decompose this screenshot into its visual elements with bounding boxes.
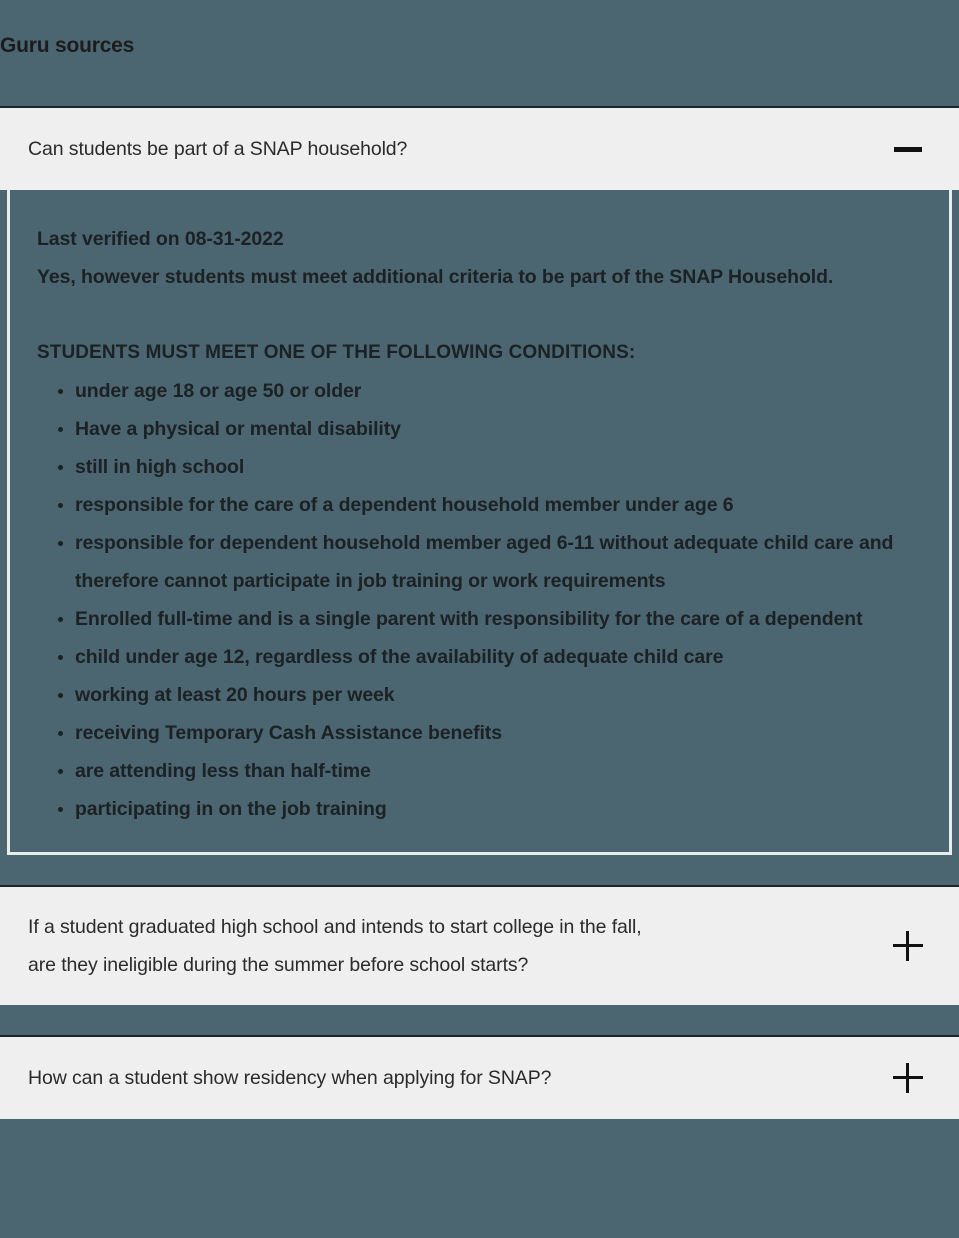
page-title: Guru sources — [0, 34, 135, 57]
minus-icon[interactable] — [891, 132, 925, 166]
list-item: responsible for the care of a dependent household member under age 6 — [37, 486, 919, 524]
question-line-2: are they ineligible during the summer before school starts? — [28, 954, 529, 976]
faq-accordion — [0, 106, 959, 1119]
list-item: receiving Temporary Cash Assistance benefits — [37, 714, 919, 752]
conditions-heading: STUDENTS MUST MEET ONE OF THE FOLLOWING CONDITIONS: — [37, 342, 636, 363]
plus-icon[interactable] — [891, 1061, 925, 1095]
list-item: working at least 20 hours per week — [37, 676, 919, 714]
accordion-header-show-residency[interactable] — [0, 1035, 959, 1119]
accordion-question-graduated-summer-eligibility — [28, 908, 642, 984]
accordion-header-snap-household[interactable] — [0, 106, 959, 190]
accordion-item-graduated-summer-eligibility — [0, 885, 959, 1005]
panel-body-text — [37, 220, 919, 372]
list-item: still in high school — [37, 448, 919, 486]
accordion-header-graduated-summer-eligibility[interactable] — [0, 885, 959, 1005]
question-line-1: If a student graduated high school and intends to start college in the fall, — [28, 916, 642, 938]
last-verified-text: Last verified on 08-31-2022 — [37, 228, 284, 250]
conditions-list — [37, 372, 919, 828]
list-item: child under age 12, regardless of the availability of adequate child care — [37, 638, 919, 676]
panel-intro-text: Yes, however students must meet additional criteria to be part of the SNAP Household. — [37, 266, 834, 288]
accordion-item-snap-household — [0, 106, 959, 855]
list-item: are attending less than half-time — [37, 752, 919, 790]
accordion-question-show-residency: How can a student show residency when applying for SNAP? — [28, 1067, 552, 1089]
accordion-panel-snap-household — [7, 190, 952, 855]
list-item: Enrolled full-time and is a single parent with responsibility for the care of a dependent — [37, 600, 919, 638]
plus-icon[interactable] — [891, 929, 925, 963]
list-item: participating in on the job training — [37, 790, 919, 828]
accordion-item-show-residency — [0, 1035, 959, 1119]
list-item: under age 18 or age 50 or older — [37, 372, 919, 410]
accordion-gap — [0, 855, 959, 885]
paragraph-spacer — [37, 296, 919, 334]
list-item: responsible for dependent household member aged 6-11 without adequate child care and therefore cannot participate in job training or work requirements — [37, 524, 919, 600]
accordion-gap — [0, 1005, 959, 1035]
list-item: Have a physical or mental disability — [37, 410, 919, 448]
accordion-question-snap-household: Can students be part of a SNAP household? — [28, 138, 408, 160]
